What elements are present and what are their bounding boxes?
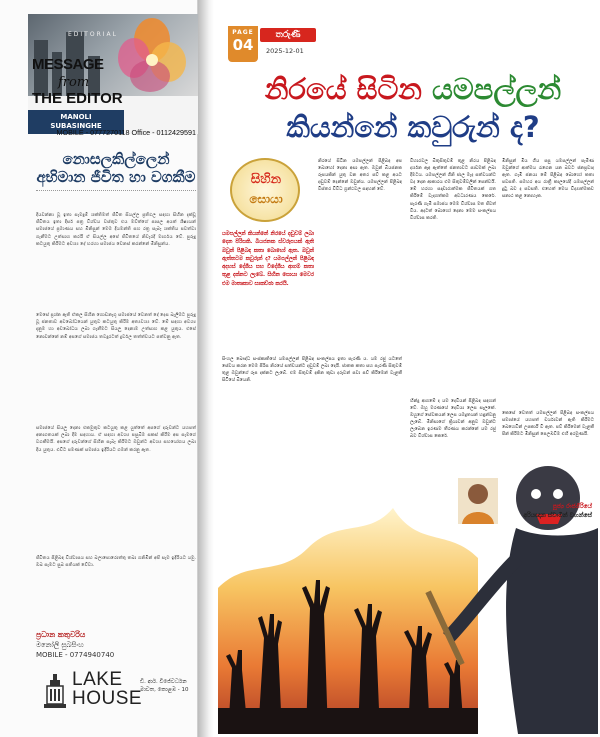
headline-line-2: කියන්නේ කවුරුන් ද? bbox=[286, 110, 540, 144]
headline-part-green: යමපල්ලන් bbox=[431, 72, 562, 106]
article-column-text: විහාරවල බිතුසිතුවම් තුළ නිරය පිළිබඳ දර්ශන ඇඳ ඇත්තේ ජනතාවට පාඩමක් ලබා දීමටය. යමපල්ලන් ගිනි ජාල මැද සත්වයන්ට වද දෙන ආකාරය එම සිතුවම්වලින් පෙන්වයි. මේ හරහා සදාචාරාත්මක ජීවිතයක් ගත කිරීමේ වැදගත්කම අවධාරණය කෙරේ. පැරණි ගැමි සමාජය මෙම විශ්වාස මත ජීවත් විය. අදටත් බොහෝ දෙනා මෙම සංකල්පය විශ්වාස කරති. bbox=[410, 159, 496, 221]
editor-first-name: MANOLI bbox=[60, 113, 92, 121]
headline-part-red: නිරයේ සිටින bbox=[264, 72, 432, 106]
edition-label: EDITORIAL bbox=[68, 31, 118, 38]
editor-title-the-editor: THE EDITOR bbox=[32, 90, 123, 107]
editorial-paragraph: ජීවිතය පිළිබඳ විශ්වාසය සහ බලාපොරොත්තු තබා ගනිමින් අපි සැම ඉදිරියට යමු. ඔබ සැමට සුබ සතියක් වේවා. bbox=[36, 556, 196, 569]
article-author bbox=[506, 502, 592, 520]
editor-page bbox=[0, 0, 198, 737]
headline-line-1 bbox=[232, 70, 594, 108]
editorial-author-name: මනෝලි සුබසිංහ bbox=[36, 641, 84, 649]
section-tag: තරුණී bbox=[260, 28, 316, 42]
column-logo bbox=[222, 158, 310, 226]
issue-date: 2025-12-01 bbox=[266, 47, 304, 55]
editor-contact: MOBILE - 0777270118 Office - 0112429591 bbox=[56, 128, 196, 137]
lake-house-building-icon bbox=[44, 674, 66, 710]
article-column-text: නිරයේ සිටින යමපල්ලන් පිළිබඳ අප බොහෝ දෙනා අසා ඇත. ඔවුන් බියජනක රූපයකින් යුතු වන අතර පව් කළ අයට දඬුවම් දෙන්නේ ඔවුන්ය. යමපල්ලන් පිළිබඳ විස්තර විවිධ ග්‍රන්ථවල සඳහන් වේ. bbox=[318, 159, 402, 193]
article-author-name: අරියඥාන ස්වාමීන් වහන්සේ bbox=[523, 512, 592, 519]
page-word: PAGE bbox=[232, 29, 254, 36]
editorial-author bbox=[36, 630, 176, 660]
page-fold bbox=[198, 0, 214, 737]
editor-title-from: from bbox=[58, 75, 90, 90]
hell-artwork-illustration bbox=[218, 438, 598, 734]
editorial-paragraph: දියවන්නා වූ ඉතා සැමදුම් ශක්තිමත් ජීවිත සියල්ල ප්‍රතිඵල සඳහා සිහින දැක්වූ ජීවිතය ඉතා දීර්ඝ පත්‍ර විශ්වය වස්තුව එය මව්ත්ගේ පාසල අයත් ශිෂ්‍යයන් සමාජයේ ප්‍රමාණය සහ මිනිසුන් මෙම දියමන්ති සහ රත්‍ර සැබෑ ශක්තිය පවත්වා ගැනීමට උත්සාහ කරයි ඒ සියල්ල අපේ ජීවිතයේ නිවැරදි මාර්ගය වේ. පුරුදු කටයුතු කිරීමට අවශ්‍ය දේ හරහා සමාජය වෙනස් කරන්නේ මිනිසුන්ය. bbox=[36, 213, 196, 247]
publisher-name: LAKE HOUSE bbox=[72, 669, 143, 709]
flower-illustration bbox=[112, 18, 192, 108]
article-page bbox=[214, 0, 600, 737]
editorial-author-title: ප්‍රධාන කතුවරිය bbox=[36, 630, 86, 639]
editor-header bbox=[28, 14, 198, 134]
editor-title-message: MESSAGE bbox=[32, 56, 104, 73]
article-column-text: හින්දු ආගමේ ද යම දෙවියන් පිළිබඳ සඳහන් වේ. ඔහු මරණයේ දෙවියා ලෙස සැලකේ. ඔහුගේ සේවකයන් ලෙස යමදූතයන් හඳුන්වනු ලැබේ. මිනිසාගේ ක්‍රියාවන් අනුව ඔවුන්ට ලැබෙන ඉරණම තීරණය කරන්නේ යම රජු බව විශ්වාස කෙරේ. bbox=[410, 399, 496, 440]
article-headline bbox=[232, 70, 594, 146]
column-logo-ring bbox=[230, 158, 300, 222]
publisher-address: ඩී. ආර්. විජේවර්ධන මාවත, කොළඹ - 10 bbox=[140, 679, 189, 693]
editor-last-name: SUBASINGHE bbox=[50, 122, 102, 130]
page-number-badge bbox=[228, 26, 258, 62]
publisher-logo bbox=[44, 670, 194, 725]
article-column-text: කෙසේ වෙතත් යමපල්ලන් පිළිබඳ සංකල්පය සමාජයේ යහපත් චර්යාවන් ඇති කිරීමට බෙහෙවින් උපකාරී වී ඇත. පව් කිරීමෙන් වැළකී පින් කිරීමට මිනිසුන් පෙලඹවීම එහි අරමුණයි. bbox=[502, 411, 594, 438]
editorial-paragraph: සමාජයේ සියලු දෙනා එකමුතුව කටයුතු කළ යුත්තේ අපගේ දරුවන්ට යහපත් අනාගතයක් ලබා දීම සඳහාය. ඒ සඳහා අවශ්‍ය පසුබිම සකස් කිරීම අප සැමගේ වගකීමයි. අපගේ දරුවන්ගේ සිහින සැබෑ කිරීමට ඔවුන්ට අවශ්‍ය සහයෝගය ලබා දිය යුතුය. එවිට පමණක් සමාජය ඉදිරියට ගමන් කරනු ඇත. bbox=[36, 426, 196, 453]
column-logo-text-2: සොයා bbox=[249, 192, 283, 206]
editorial-author-mobile: MOBILE - 0774940740 bbox=[36, 651, 115, 659]
article-column-text: සිංහල බෞද්ධ සංස්කෘතියේ යමපල්ලන් පිළිබඳ සංකල්පය ඉතා පැරණි ය. යම රජු යටතේ සේවය කරන මෙම පිරිස නිරයේ සත්වයන්ට දඬුවම් ලබා දෙයි. ජාතක කතා සහ පැරණි සිතුවම් තුළ ඔවුන්ගේ රූප දක්නට ලැබේ. එම සිතුවම් දකින කුඩා දරුවන් පවා පව් කිරීමෙන් වැළකී සිටියේ බියෙනි. bbox=[222, 357, 402, 384]
article-author-title: පූජ්‍ය රාජගිරියේ bbox=[552, 503, 592, 510]
editorial-paragraph: මෙසේ ප්‍රශ්න ඇති ඒකල සිහින ගොඩනැගූ සමාජයේ වෙනත් දේ දෙස බැලීමට පුරුදු වූ ජනතාව අවබෝධයෙන් යුතුව කටයුතු කිරීම අත්‍යවශ්‍ය වේ. මේ සඳහා අවශ්‍ය දැනුම හා අවබෝධය ලබා ගැනීමට සියලු දෙනාම උත්සාහ කළ යුතුය. එසේ නොවන්නේ නම් අපගේ සමාජය තවදුරටත් දුර්වල තත්ත්වයට පත්වනු ඇත. bbox=[36, 313, 196, 340]
column-logo-text-1: සිහින bbox=[250, 172, 282, 187]
article-column-text: මිනිසුන් මිය ගිය පසු යමපල්ලන් පැමිණ ඔවුන්ගේ ආත්මය රැගෙන යන බවට ජනප්‍රවාද ඇත. ගැමි ජනයා මේ පිළිබඳ බොහෝ කතා පවසති. සමහර අය රාත්‍රී කාලයේදී යමපල්ලන් දුටු බව ද පවසති. එහෙත් මෙය විද්‍යාත්මකව සනාථ කළ නොහැක. bbox=[502, 159, 594, 200]
page-number: 04 bbox=[232, 36, 254, 54]
article-intro: යමපල්ලන් කියන්නේ නිරයේ දඬුවම් ලබා දෙන පිරිසකි. බියජනක ස්වරූපයක් ඇති ඔවුන් පිළිබඳ කතා බොහෝ ඇත. ඔවුන් ඇත්තටම කවුරුන් ද? යමපල්ලන් පිළිබඳ අදහස් දේශීය සහ විදේශීය ආගම් කතා තුළ දක්නට ලැබේ. සිහින සොයා මෙවර එම මාතෘකාව සාකච්ඡා කරයි. bbox=[222, 231, 314, 287]
editorial-heading: නොසලකිල්ලෙන් අභිමාන ජීවිත හා වගකීම bbox=[36, 150, 196, 191]
author-photo bbox=[458, 478, 498, 524]
